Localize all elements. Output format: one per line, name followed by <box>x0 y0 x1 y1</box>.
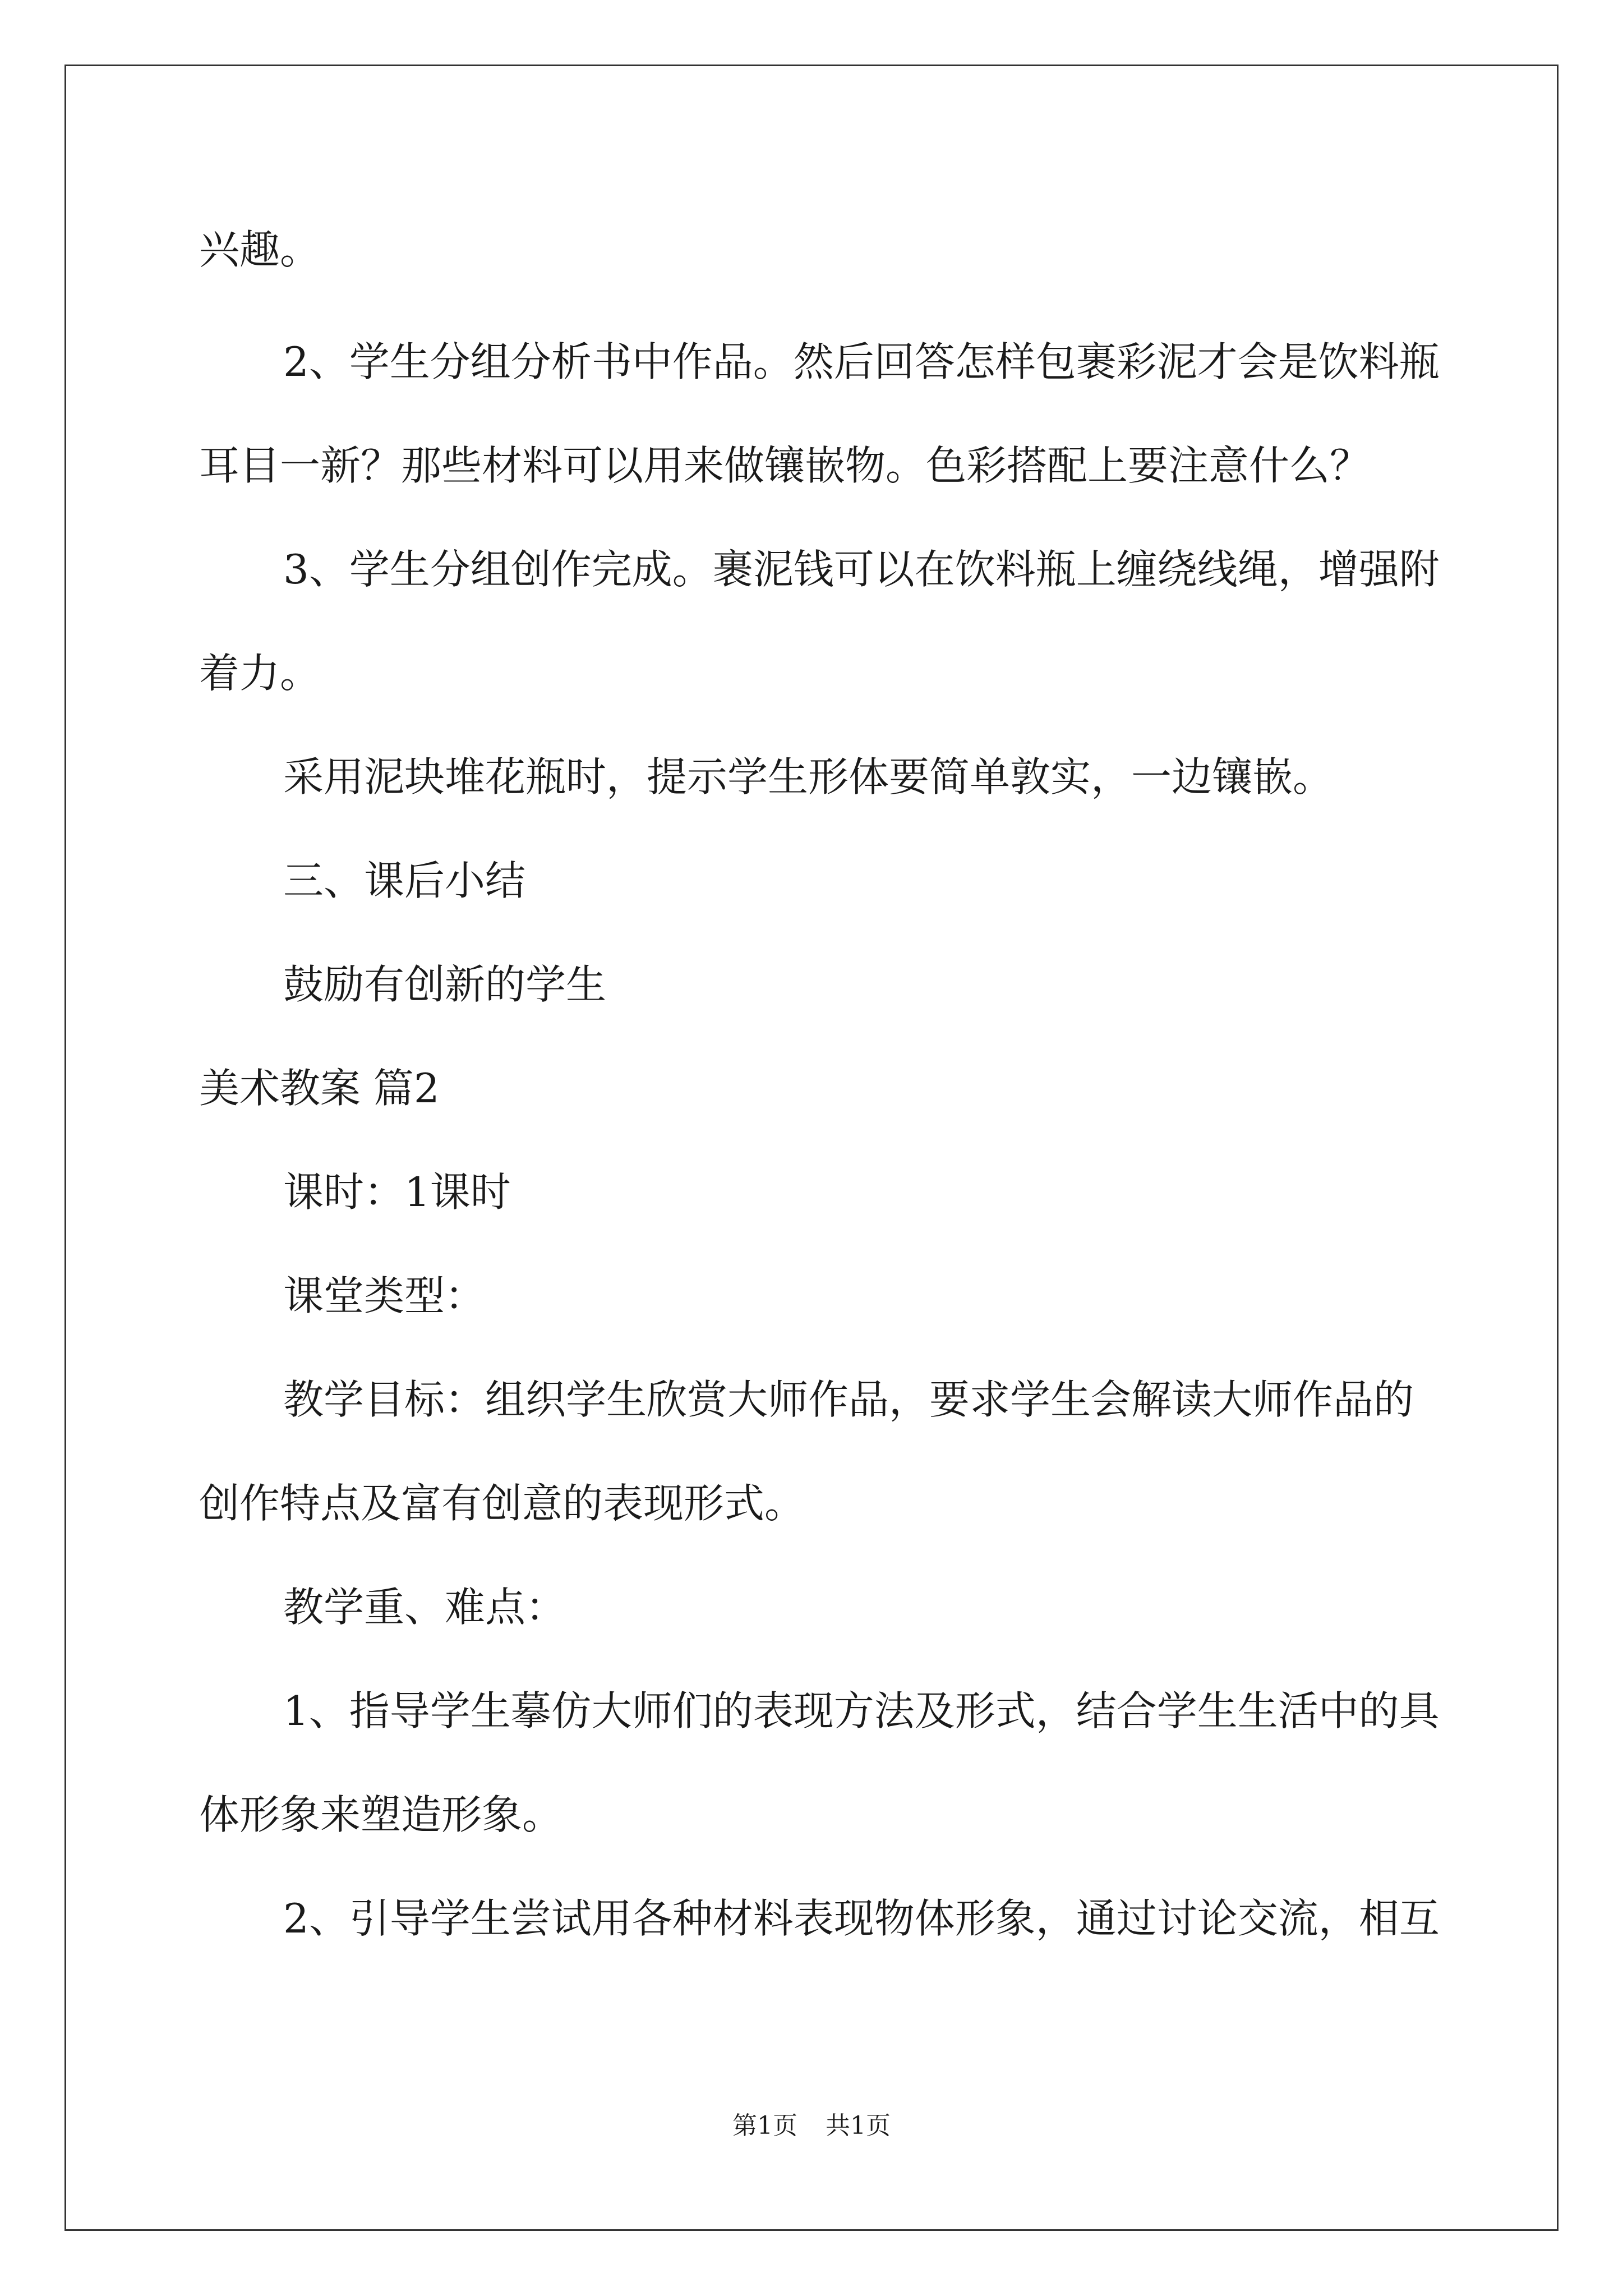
text-line: 教学重、难点： <box>283 1584 566 1631</box>
text-line: 鼓励有创新的学生 <box>283 961 607 1008</box>
text-line: 课时：1课时 <box>283 1168 511 1216</box>
article-title: 美术教案 篇2 <box>199 1065 440 1112</box>
text-line: 创作特点及富有创意的表现形式。 <box>199 1480 805 1527</box>
text-line: 2、学生分组分析书中作品。然后回答怎样包裹彩泥才会是饮料瓶 <box>283 338 1440 385</box>
page-total: 共1页 <box>826 2111 891 2140</box>
text-line: 着力。 <box>199 650 321 697</box>
page-number: 第1页 <box>732 2111 797 2140</box>
page-footer <box>0 2109 1623 2143</box>
text-line: 体形象来塑造形象。 <box>199 1791 563 1838</box>
text-line: 3、学生分组创作完成。裹泥钱可以在饮料瓶上缠绕线绳，增强附 <box>283 546 1440 593</box>
section-heading: 三、课后小结 <box>283 857 526 904</box>
text-line: 耳目一新？那些材料可以用来做镶嵌物。色彩搭配上要注意什么？ <box>199 442 1371 489</box>
text-line: 教学目标：组织学生欣赏大师作品，要求学生会解读大师作品的 <box>283 1376 1414 1423</box>
text-line: 1、指导学生摹仿大师们的表现方法及形式，结合学生生活中的具 <box>283 1687 1440 1734</box>
text-line: 兴趣。 <box>199 226 321 273</box>
text-line: 课堂类型： <box>283 1272 486 1319</box>
text-line: 采用泥块堆花瓶时，提示学生形体要简单敦实，一边镶嵌。 <box>283 753 1334 800</box>
text-line: 2、引导学生尝试用各种材料表现物体形象，通过讨论交流，相互 <box>283 1895 1440 1942</box>
